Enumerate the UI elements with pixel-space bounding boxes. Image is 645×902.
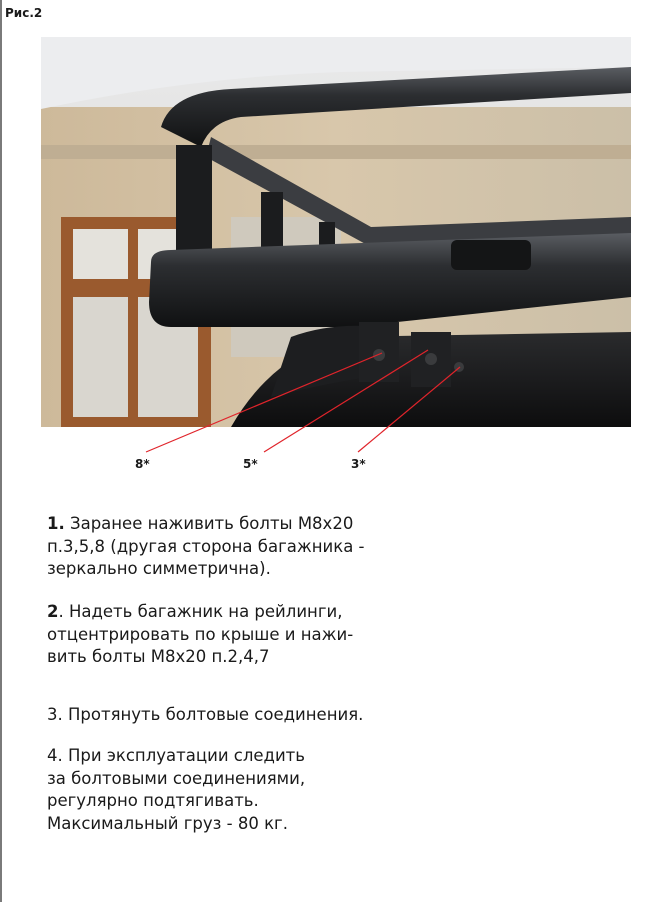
- step-number: 1.: [47, 514, 65, 533]
- window-pane: [73, 297, 128, 417]
- wall-ledge: [41, 145, 631, 159]
- step-line: [47, 513, 365, 536]
- step-number: 2: [47, 602, 59, 621]
- rack-vertical-post: [176, 145, 212, 265]
- instruction-step-2: [47, 601, 353, 669]
- instruction-step-4: [47, 745, 305, 835]
- step-line: 4. При эксплуатации следить: [47, 746, 306, 765]
- step-line: отцентрировать по крыше и нажи-: [47, 624, 354, 644]
- step-line: 3. Протянуть болтовые соединения.: [47, 705, 364, 724]
- instruction-step-3: [47, 704, 363, 727]
- window-pane: [73, 229, 128, 279]
- instruction-step-1: [47, 513, 365, 581]
- step-line: вить болты М8х20 п.2,4,7: [47, 647, 270, 666]
- callout-label-3: 3*: [351, 457, 366, 471]
- step-text: Заранее наживить болты М8х20: [70, 514, 354, 533]
- callout-label-8: 8*: [135, 457, 150, 471]
- page-left-border: [0, 0, 2, 902]
- bolt-head: [454, 362, 464, 372]
- rack-bracket: [451, 240, 531, 270]
- figure-label: Рис.2: [5, 6, 43, 20]
- step-line: Максимальный груз - 80 кг.: [47, 813, 288, 833]
- bolt-head: [373, 349, 385, 361]
- bolt-head: [425, 353, 437, 365]
- step-line: регулярно подтягивать.: [47, 791, 259, 810]
- step-line: п.3,5,8 (другая сторона багажника -: [47, 536, 365, 556]
- step-line: зеркально симметрична).: [47, 559, 271, 578]
- step-line: [47, 601, 353, 624]
- callout-label-5: 5*: [243, 457, 258, 471]
- step-text: . Надеть багажник на рейлинги,: [58, 602, 343, 621]
- step-line: за болтовыми соединениями,: [47, 768, 306, 788]
- roof-rack-photo: [41, 37, 631, 427]
